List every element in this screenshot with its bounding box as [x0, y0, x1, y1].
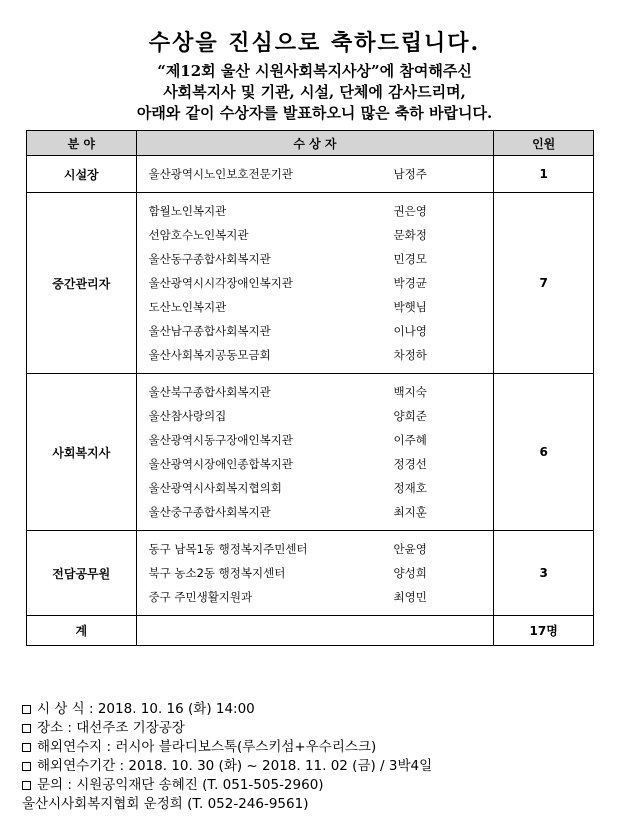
field-cell: 시설장: [27, 156, 137, 193]
awardee-list: [137, 374, 494, 530]
awardee-organization: 울산광역시사회복지협의회: [148, 481, 282, 495]
awardee-organization: 함월노인복지관: [148, 204, 227, 218]
count-cell: 7: [494, 193, 594, 374]
awardee-organization: 울산중구종합사회복지관: [148, 505, 271, 519]
awardee-cell: [136, 374, 494, 531]
info-item: [22, 719, 432, 738]
table-header-row: [27, 131, 594, 156]
header-field: 분 야: [27, 131, 137, 156]
table-row: [27, 156, 594, 193]
awardee-organization: 울산사회복지공동모금회: [148, 348, 271, 362]
info-item: [22, 776, 432, 795]
total-count: 17명: [494, 616, 594, 646]
awardee-list: [137, 531, 494, 615]
list-item: [149, 295, 494, 319]
awardee-organization: 동구 남목1동 행정복지주민센터: [148, 542, 308, 556]
awardee-name: 안윤영: [393, 542, 427, 556]
awardee-name: 정경선: [393, 457, 427, 471]
awardee-name: 이나영: [393, 324, 427, 338]
total-label: 계: [27, 616, 137, 646]
checkbox-bullet-icon: [22, 762, 31, 771]
awardee-name: 양희준: [393, 409, 427, 423]
list-item: [149, 247, 494, 271]
header-count: 인원: [494, 131, 594, 156]
awardee-name: 권은영: [393, 204, 427, 218]
awardee-name: 이주혜: [393, 433, 427, 447]
info-item: [22, 700, 432, 719]
count-cell: 1: [494, 156, 594, 193]
checkbox-bullet-icon: [22, 705, 31, 714]
awardee-organization: 울산북구종합사회복지관: [148, 385, 271, 399]
awardee-name: 백지숙: [393, 385, 427, 399]
awardee-list: [137, 156, 494, 192]
awardee-cell: [136, 531, 494, 616]
awardee-organization: 중구 주민생활지원과: [148, 590, 253, 604]
list-item: [149, 404, 494, 428]
awardee-organization: 울산광역시장애인종합복지관: [148, 457, 293, 471]
field-cell: 전담공무원: [27, 531, 137, 616]
awardee-table: [26, 130, 594, 646]
header-awardee: 수 상 자: [136, 131, 494, 156]
table-row: [27, 374, 594, 531]
subtitle-line-3: 아래와 같이 수상자를 발표하오니 많은 축하 바랍니다.: [136, 104, 493, 122]
total-row: [27, 616, 594, 646]
list-item: [149, 162, 494, 186]
page-title: 수상을 진심으로 축하드립니다.: [148, 30, 481, 56]
awardee-organization: 선암호수노인복지관: [148, 228, 249, 242]
info-item: [22, 738, 432, 757]
awardee-organization: 울산참사랑의집: [148, 409, 227, 423]
info-list: [22, 700, 432, 795]
count-cell: 6: [494, 374, 594, 531]
awardee-list: [137, 193, 494, 373]
list-item: [149, 476, 494, 500]
subtitle-line-2: 사회복지사 및 기관, 시설, 단체에 감사드리며,: [163, 83, 466, 101]
info-extra-line: 울산시사회복지협회 운정희 (T. 052-246-9561): [22, 796, 309, 812]
awardee-organization: 울산광역시시각장애인복지관: [148, 276, 293, 290]
table-row: [27, 531, 594, 616]
awardee-name: 남정주: [393, 167, 427, 181]
awardee-organization: 북구 농소2동 행정복지센터: [148, 566, 286, 580]
awardee-cell: [136, 156, 494, 193]
awardee-organization: 울산동구종합사회복지관: [148, 252, 271, 266]
total-empty-cell: [136, 616, 494, 646]
count-cell: 3: [494, 531, 594, 616]
awardee-organization: 울산광역시동구장애인복지관: [148, 433, 293, 447]
list-item: [149, 452, 494, 476]
list-item: [149, 319, 494, 343]
list-item: [149, 500, 494, 524]
list-item: [149, 199, 494, 223]
awardee-name: 박경균: [393, 276, 427, 290]
list-item: [149, 271, 494, 295]
info-text: 해외연수지 : 러시아 블라디보스톡(루스키섬+우수리스크): [37, 739, 377, 755]
table-body: [27, 156, 594, 646]
awardee-name: 박햇님: [393, 300, 427, 314]
awardee-name: 문화정: [393, 228, 427, 242]
event-info: [22, 700, 432, 814]
table-row: [27, 193, 594, 374]
subtitle-line-1: “제12회 울산 시원사회복지사상”에 참여해주신: [157, 62, 472, 80]
info-text: 시 상 식 : 2018. 10. 16 (화) 14:00: [37, 701, 255, 717]
awardee-organization: 울산광역시노인보호전문기관: [148, 167, 293, 181]
info-text: 문의 : 시원공익재단 송혜진 (T. 051-505-2960): [37, 777, 324, 793]
list-item: [149, 537, 494, 561]
list-item: [149, 343, 494, 367]
list-item: [149, 561, 494, 585]
list-item: [149, 223, 494, 247]
awardee-organization: 울산남구종합사회복지관: [148, 324, 271, 338]
info-item: [22, 757, 432, 776]
checkbox-bullet-icon: [22, 781, 31, 790]
info-text: 장소 : 대선주조 기장공장: [37, 720, 185, 736]
awardee-name: 양성희: [393, 566, 427, 580]
list-item: [149, 428, 494, 452]
checkbox-bullet-icon: [22, 724, 31, 733]
awardee-organization: 도산노인복지관: [148, 300, 227, 314]
field-cell: 사회복지사: [27, 374, 137, 531]
info-text: 해외연수기간 : 2018. 10. 30 (화) ~ 2018. 11. 02 (금) / 3박4일: [37, 758, 433, 774]
list-item: [149, 380, 494, 404]
awardee-name: 정재호: [393, 481, 427, 495]
awardee-name: 차정하: [393, 348, 427, 362]
awardee-name: 최지훈: [393, 505, 427, 519]
awardee-name: 민경모: [393, 252, 427, 266]
awardee-cell: [136, 193, 494, 374]
awardee-name: 최영민: [393, 590, 427, 604]
list-item: [149, 585, 494, 609]
field-cell: 중간관리자: [27, 193, 137, 374]
checkbox-bullet-icon: [22, 743, 31, 752]
